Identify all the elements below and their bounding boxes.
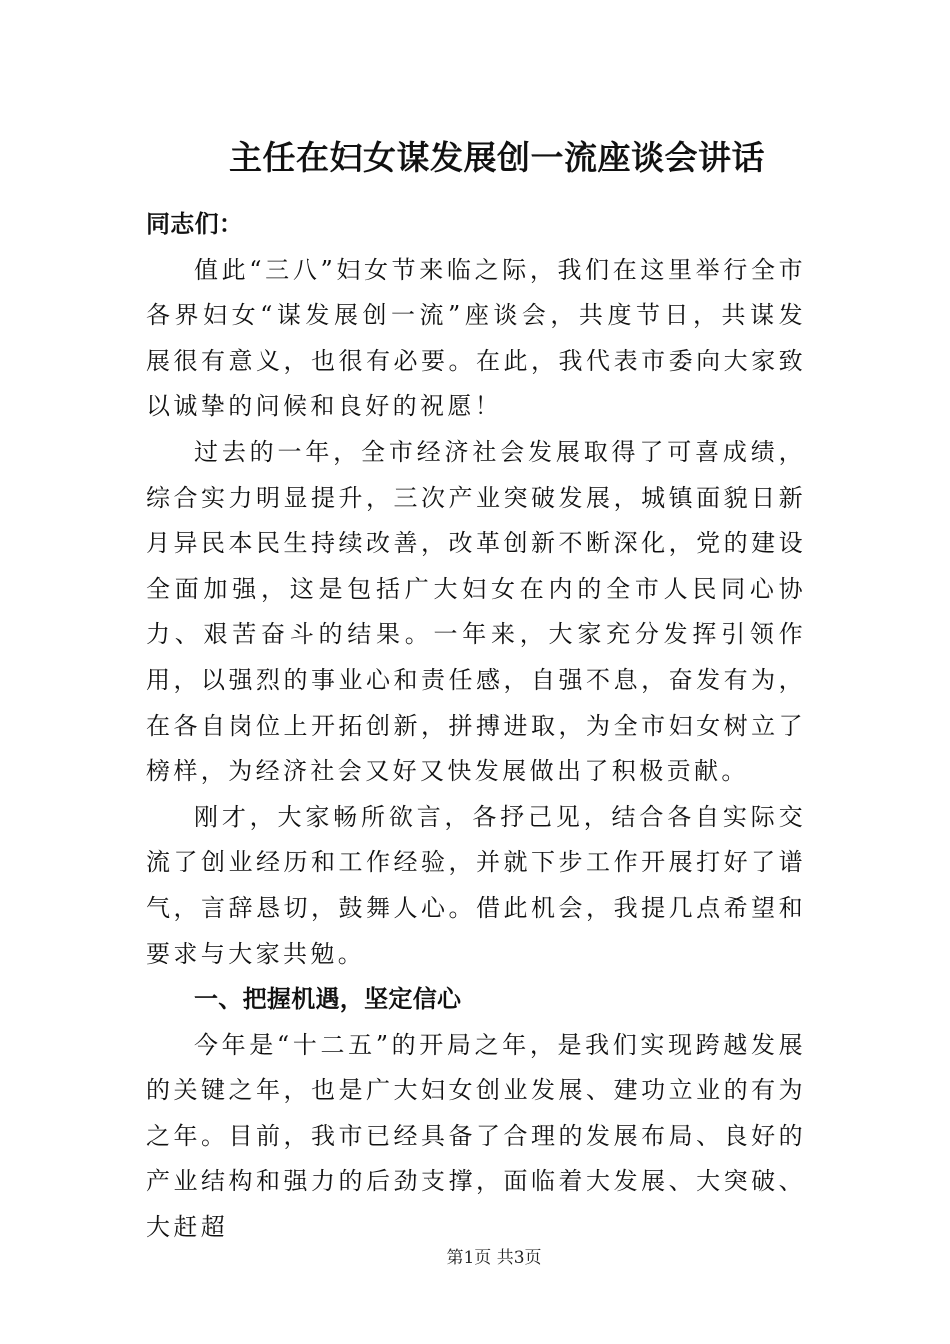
document-body — [146, 202, 806, 1251]
page-number: 第1页 共3页 — [446, 1248, 542, 1268]
section-paragraph: 今年是“十二五”的开局之年，是我们实现跨越发展的关键之年，也是广大妇女创业发展、建功立业的有为之年。目前，我市已经具备了合理的发展布局、良好的产业结构和强力的后劲支撑，面临着大发展、大突破、大赶超 — [146, 1030, 806, 1242]
document-title: 主任在妇女谋发展创一流座谈会讲话 — [229, 138, 765, 177]
paragraph-3: 刚才，大家畅所欲言，各抒己见，结合各自实际交流了创业经历和工作经验，并就下步工作开展打好了谱气，言辞恳切，鼓舞人心。借此机会，我提几点希望和要求与大家共勉。 — [146, 802, 806, 968]
paragraph-1: 值此“三八”妇女节来临之际，我们在这里举行全市各界妇女“谋发展创一流”座谈会，共度节日，共谋发展很有意义，也很有必要。在此，我代表市委向大家致以诚挚的问候和良好的祝愿！ — [146, 255, 806, 421]
salutation: 同志们： — [146, 210, 244, 238]
section-heading: 一、把握机遇，坚定信心 — [194, 985, 462, 1014]
paragraph-2: 过去的一年，全市经济社会发展取得了可喜成绩，综合实力明显提升，三次产业突破发展，城镇面貌日新月异民本民生持续改善，改革创新不断深化，党的建设全面加强，这是包括广大妇女在内的全市人民同心协力、艰苦奋斗的结果。一年来，大家充分发挥引领作用，以强烈的事业心和责任感，自强不息，奋发有为，在各自岗位上开拓创新，拼搏进取，为全市妇女树立了榜样，为经济社会又好又快发展做出了积极贡献。 — [146, 437, 806, 786]
